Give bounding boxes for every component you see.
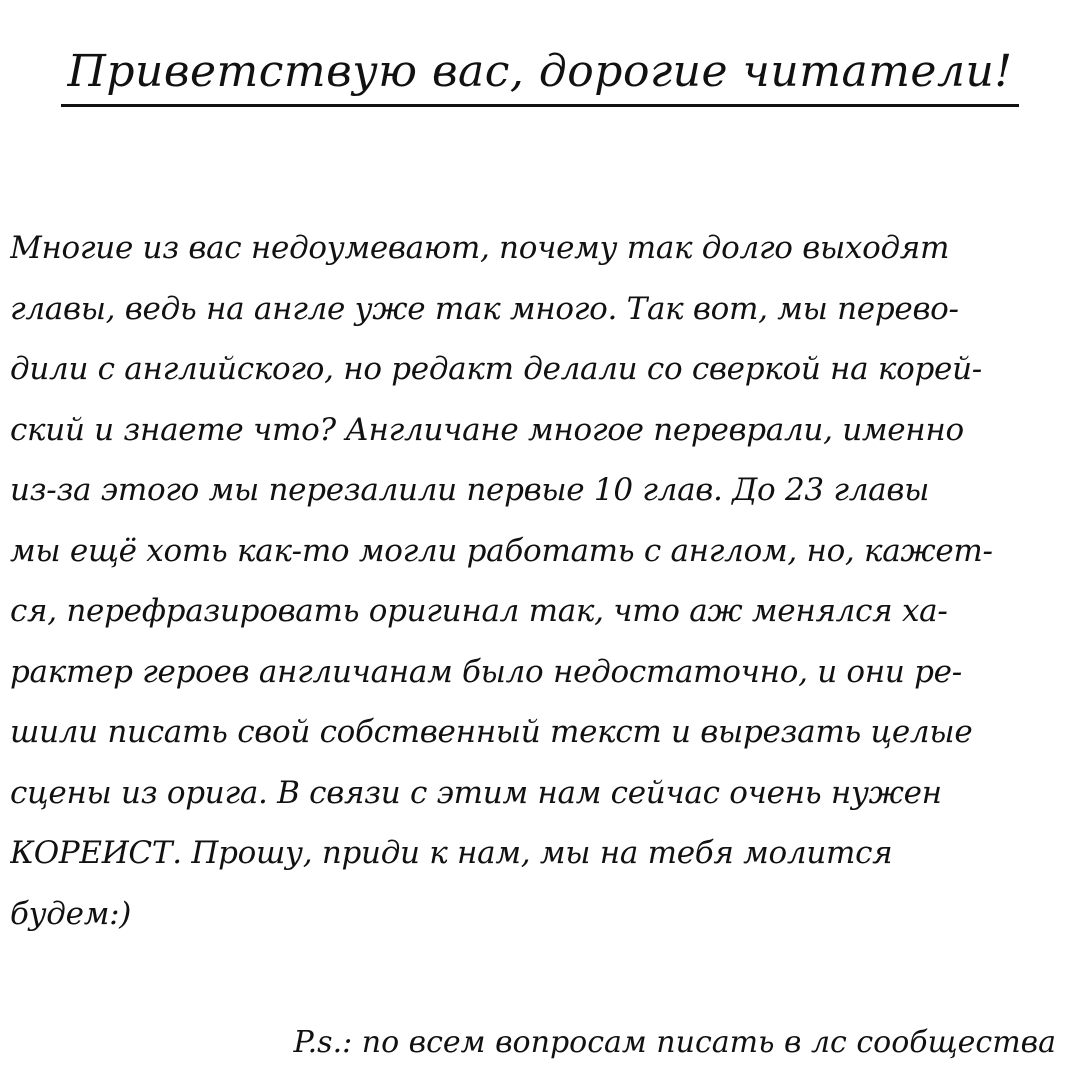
- page-title-text: Приветствую вас, дорогие читатели!: [61, 42, 1018, 107]
- message-line: КОРЕИСТ. Прошу, приди к нам, мы на тебя молится: [10, 835, 893, 871]
- postscript-note: P.s.: по всем вопросам писать в лс сообщества: [293, 1025, 1056, 1060]
- page-title: [0, 42, 1080, 107]
- message-body: [10, 218, 1070, 944]
- message-line: мы ещё хоть как-то могли работать с англом, но, кажет-: [10, 532, 993, 569]
- message-line: ский и знаете что? Англичане многое переврали, именно: [10, 411, 964, 448]
- message-line: дили с английского, но редакт делали со сверкой на корей-: [10, 351, 982, 387]
- message-line: рактер героев англичанам было недостаточно, и они ре-: [10, 653, 962, 690]
- message-line: главы, ведь на англе уже так много. Так вот, мы перево-: [10, 290, 959, 327]
- message-line: из-за этого мы перезалили первые 10 глав. До 23 главы: [10, 472, 930, 508]
- message-line: будем:): [10, 895, 132, 932]
- message-line: шили писать свой собственный текст и вырезать целые: [10, 714, 973, 750]
- message-line: ся, перефразировать оригинал так, что аж менялся ха-: [10, 593, 948, 629]
- message-line: Многие из вас недоумевают, почему так долго выходят: [10, 230, 950, 266]
- message-line: сцены из орига. В связи с этим нам сейчас очень нужен: [10, 774, 942, 811]
